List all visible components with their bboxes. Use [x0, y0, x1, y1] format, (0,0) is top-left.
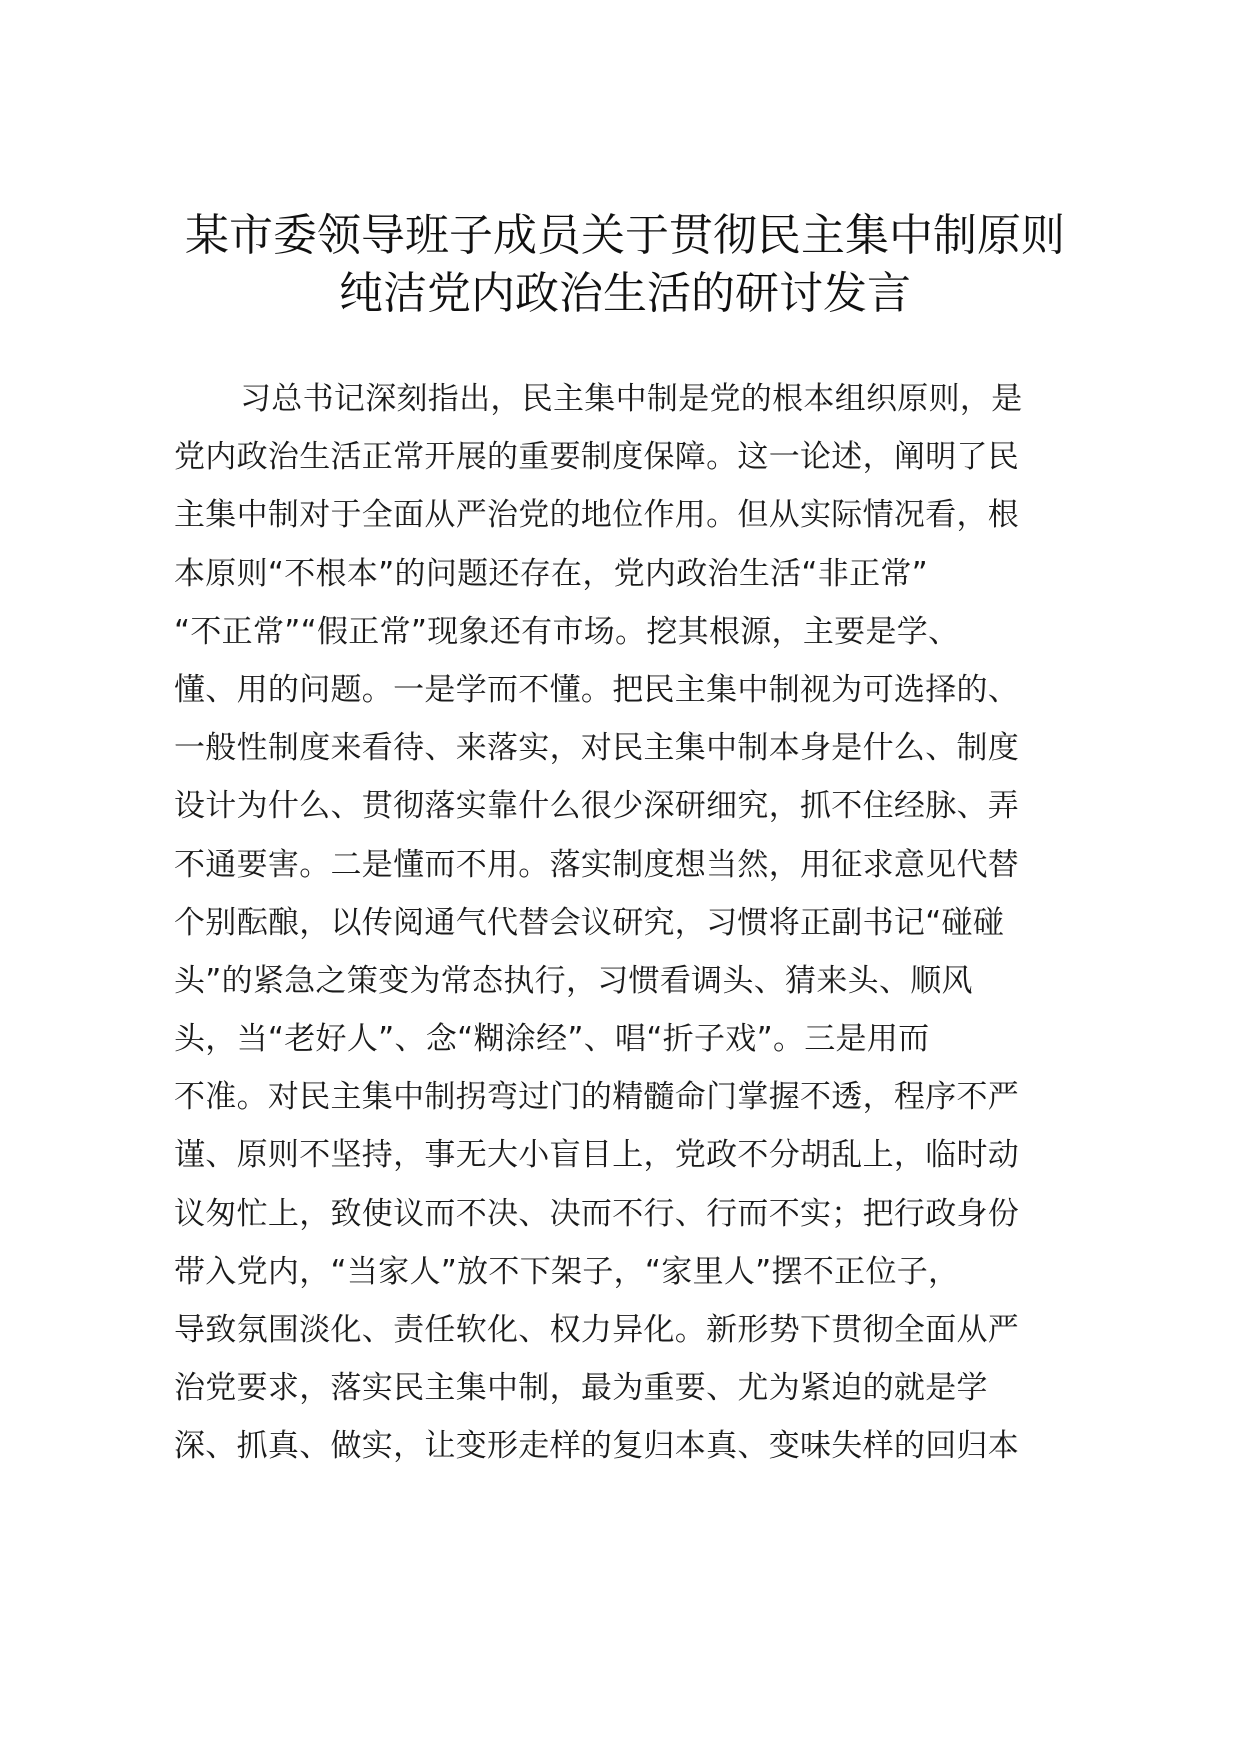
body-line: 不通要害。二是懂而不用。落实制度想当然，用征求意见代替: [174, 846, 1020, 883]
body-line: 习总书记深刻指出，民主集中制是党的根本组织原则，是: [240, 381, 1023, 417]
body-line: 议匆忙上，致使议而不决、决而不行、行而不实；把行政身份: [174, 1195, 1020, 1232]
body-line: 本原则“不根本”的问题还存在，党内政治生活“非正常”: [174, 555, 929, 592]
body-line: 头，当“老好人”、念“糊涂经”、唱“折子戏”。三是用而: [174, 1021, 930, 1058]
body-line: 头”的紧急之策变为常态执行，习惯看调头、猜来头、顺风: [174, 962, 973, 999]
body-line: 谨、原则不坚持，事无大小盲目上，党政不分胡乱上，临时动: [174, 1137, 1020, 1174]
title-line-1: 某市委领导班子成员关于贯彻民主集中制原则: [185, 210, 1065, 261]
body-line: 个别酝酿，以传阅通气代替会议研究，习惯将正副书记“碰碰: [174, 904, 1005, 941]
title-line-2: 纯洁党内政治生活的研讨发言: [339, 268, 911, 319]
body-line: 一般性制度来看待、来落实，对民主集中制本身是什么、制度: [174, 730, 1020, 767]
document-title: [160, 207, 1090, 323]
body-line: 党内政治生活正常开展的重要制度保障。这一论述，阐明了民: [174, 439, 1020, 476]
body-line: 治党要求，落实民主集中制，最为重要、尤为紧迫的就是学: [174, 1370, 988, 1407]
body-line: 不准。对民主集中制拐弯过门的精髓命门掌握不透，程序不严: [174, 1079, 1020, 1116]
body-line: 导致氛围淡化、责任软化、权力异化。新形势下贯彻全面从严: [174, 1312, 1020, 1348]
body-line: “不正常”“假正常”现象还有市场。挖其根源，主要是学、: [174, 613, 960, 650]
document-body: [174, 370, 1094, 1476]
body-line: 设计为什么、贯彻落实靠什么很少深研细究，抓不住经脉、弄: [174, 788, 1020, 825]
body-line: 深、抓真、做实，让变形走样的复归本真、变味失样的回归本: [174, 1428, 1020, 1465]
body-line: 主集中制对于全面从严治党的地位作用。但从实际情况看，根: [174, 497, 1020, 534]
body-line: 带入党内，“当家人”放不下架子，“家里人”摆不正位子，: [174, 1253, 960, 1290]
body-line: 懂、用的问题。一是学而不懂。把民主集中制视为可选择的、: [174, 671, 1020, 708]
